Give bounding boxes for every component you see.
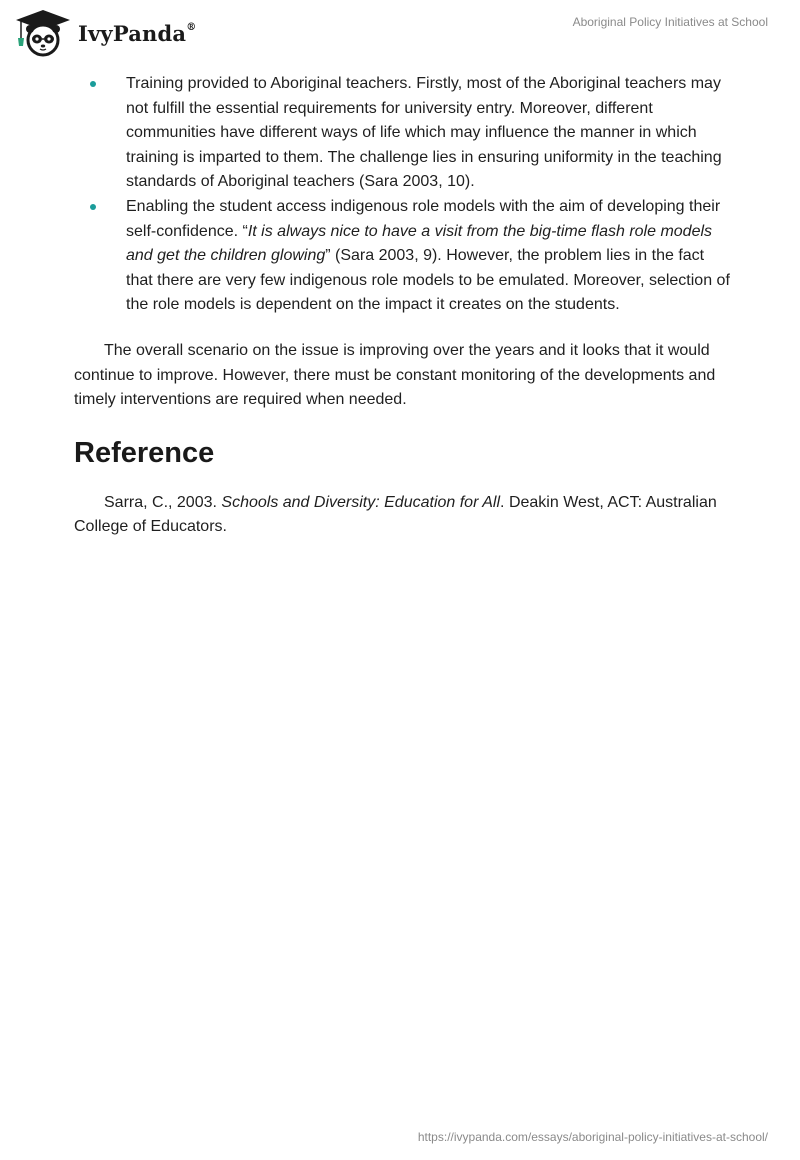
list-item-text-after: ” (Sara 2003, 9). However, the problem lies in the fact that there are very few indigenous role models to be emulated. Moreover, selection of the role models is dependent on the impact it creates on the students.: [126, 247, 730, 314]
reference-title: Schools and Diversity: Education for All: [221, 493, 501, 511]
reference-publisher: . Deakin West, ACT: Australian College of Educators.: [74, 493, 717, 536]
list-item-text-before: Enabling the student access indigenous role models with the aim of developing their self-confidence. “: [126, 197, 721, 240]
panda-graduate-icon: [14, 8, 72, 58]
brand-name: IvyPanda®: [78, 20, 197, 46]
list-item: [74, 195, 730, 318]
list-item: [74, 72, 730, 195]
list-item-text: Training provided to Aboriginal teachers. Firstly, most of the Aboriginal teachers may not fulfill the essential requirements for university entry. Moreover, different communities have different ways of life which may influence the manner in which training is imparted to them. The challenge lies in ensuring uniformity in the teaching standards of Aboriginal teachers (Sara 2003, 10).: [126, 75, 722, 191]
page-header: [0, 0, 800, 64]
reference-heading: Reference: [74, 436, 215, 469]
bullet-dot-icon: [90, 81, 96, 87]
reference-authors: Sarra, C., 2003.: [104, 493, 222, 511]
document-title: Aboriginal Policy Initiatives at School: [572, 15, 768, 29]
bullet-list: [74, 72, 730, 318]
essay-content: [74, 72, 730, 540]
ivypanda-logo[interactable]: [14, 8, 196, 58]
source-url-link[interactable]: https://ivypanda.com/essays/aboriginal-policy-initiatives-at-school/: [417, 1130, 768, 1144]
bullet-dot-icon: [90, 204, 96, 210]
reference-entry: [74, 491, 730, 540]
list-item-quote: It is always nice to have a visit from the big-time flash role models and get the children glowing: [126, 222, 713, 265]
body-paragraph: The overall scenario on the issue is improving over the years and it looks that it would continue to improve. However, there must be constant monitoring of the developments and timely interventions are required when needed.: [74, 341, 716, 409]
